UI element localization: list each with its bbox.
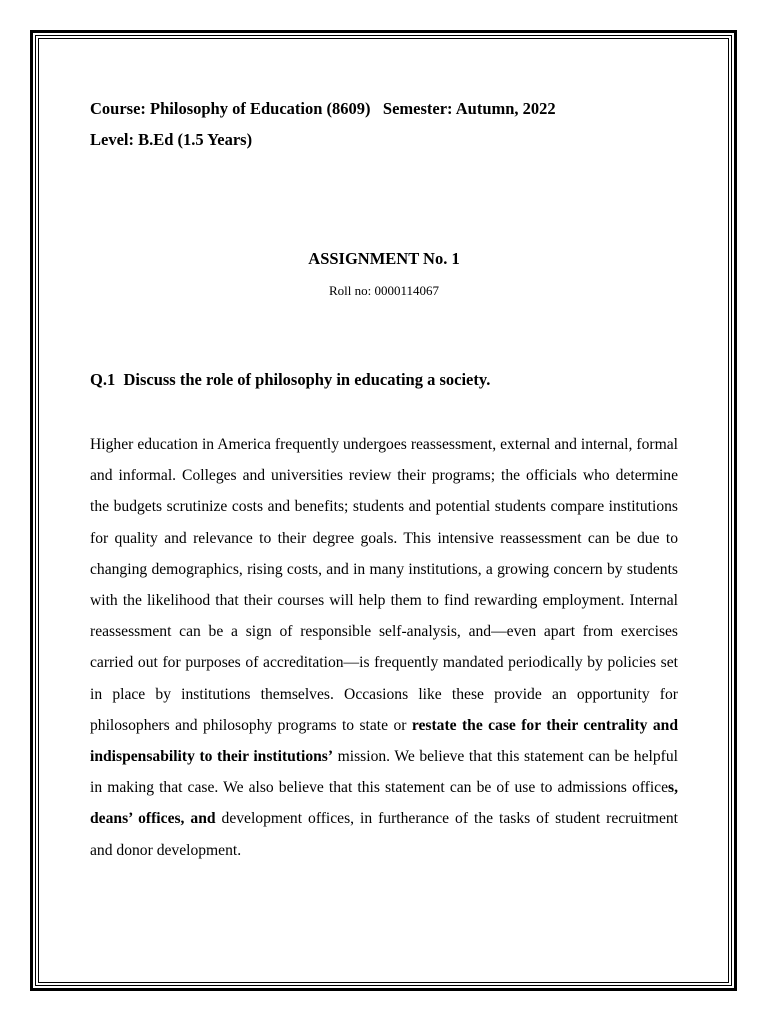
roll-number: Roll no: 0000114067 xyxy=(328,283,440,298)
answer-bold-1: restate the case for their centrality and indispensability to their institutions’ xyxy=(90,716,678,766)
level-line: Level: B.Ed (1.5 Years) xyxy=(90,130,253,149)
answer-bold-2: s, deans’ offices, and xyxy=(90,779,678,828)
answer-text-2: mission. We believe that this statement can be helpful in making that case. We also believe that this statement can be of use to admissions office xyxy=(90,748,678,797)
answer-paragraph xyxy=(90,429,678,866)
assignment-title: ASSIGNMENT No. 1 xyxy=(308,249,460,268)
course-line: Course: Philosophy of Education (8609) Semester: Autumn, 2022 xyxy=(90,99,556,118)
course-header xyxy=(90,93,556,155)
answer-text-1: Higher education in America frequently undergoes reassessment, external and internal, formal and informal. Colleges and universities review their programs; the officials who determine the budgets scrutinize costs and benefits; students and potential students compare institutions for quality and relevance to their degree goals. This intensive reassessment can be due to changing demographics, rising costs, and in many institutions, a growing concern by students with the likelihood that their courses will help them to find rewarding employment. Internal reassessment can be a sign of responsible self-analysis, and—even apart from exercises carried out for purposes of accreditation—is frequently mandated periodically by policies set in place by institutions themselves. Occasions like these provide an opportunity for philosophers and philosophy programs to state or xyxy=(90,436,678,734)
question-heading: Q.1 Discuss the role of philosophy in educating a society. xyxy=(90,370,491,389)
answer-text-3: development offices, in furtherance of the tasks of student recruitment and donor development. xyxy=(90,810,678,859)
